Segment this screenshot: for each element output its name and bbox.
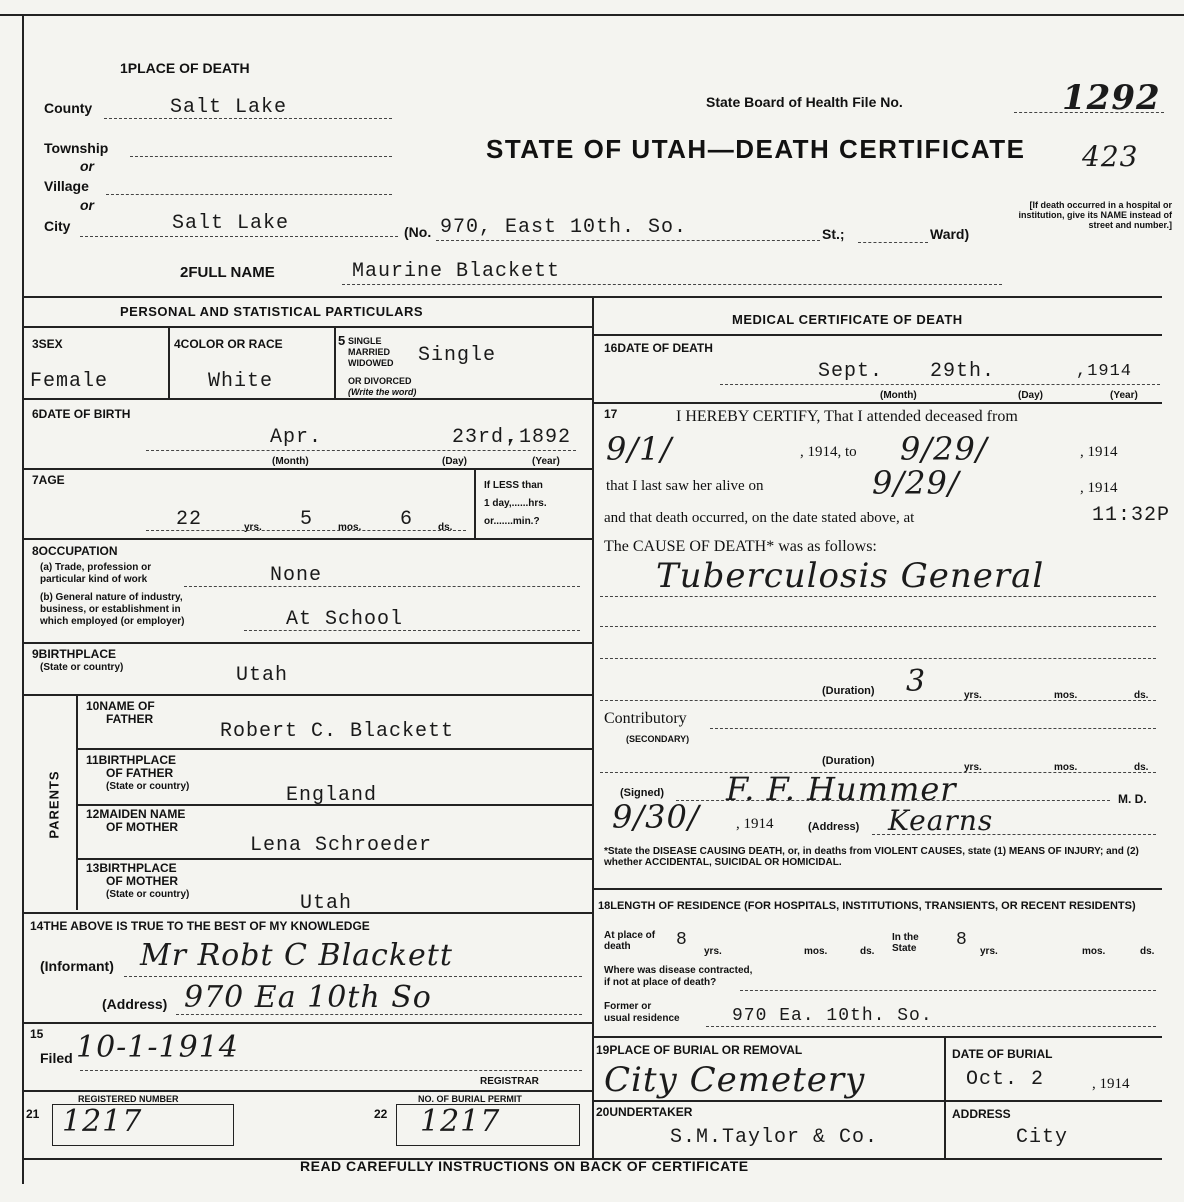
village-line (106, 194, 392, 195)
age-mos-label: mos. (338, 522, 362, 533)
city-value: Salt Lake (172, 212, 290, 235)
burial-label: 19PLACE OF BURIAL OR REMOVAL (596, 1043, 803, 1057)
duration-value: 3 (906, 664, 927, 699)
dod-label: 16DATE OF DEATH (604, 341, 713, 355)
date-burial-value: Oct. 2 (966, 1068, 1045, 1091)
to-year: , 1914 (1080, 444, 1118, 460)
above-true-label: 14THE ABOVE IS TRUE TO THE BEST OF MY KNOWLEDGE (30, 919, 370, 933)
in-state-mos: mos. (1082, 946, 1106, 957)
personal-header-rule (22, 326, 592, 328)
sex-value: Female (30, 370, 109, 393)
marital-opt-single: SINGLE (348, 336, 382, 346)
row-13-rule (22, 912, 592, 914)
ward-label: Ward) (930, 226, 970, 242)
father-bp-value: England (286, 784, 378, 807)
to-date: 9/29/ (900, 430, 988, 468)
duration2-yrs: yrs. (964, 762, 982, 773)
or-2: or (80, 197, 94, 213)
occ-a-line (184, 586, 580, 587)
file-extra: 423 (1082, 140, 1139, 173)
duration-label: (Duration) (822, 685, 875, 697)
marital-opt-divorced: OR DIVORCED (348, 376, 412, 386)
row-15-rule (22, 1090, 592, 1092)
certificate-title: STATE OF UTAH—DEATH CERTIFICATE (486, 134, 1026, 164)
row-10-rule (76, 748, 592, 750)
dob-day-cap: (Day) (442, 456, 468, 467)
filed-label: Filed (40, 1050, 73, 1066)
full-name-value: Maurine Blackett (352, 260, 561, 283)
at-place-yrs: yrs. (704, 946, 722, 957)
dob-month: Apr. (270, 426, 323, 449)
certify-text: I HEREBY CERTIFY, That I attended deceased from (676, 408, 1018, 425)
marital-num: 5 (338, 333, 346, 348)
occ-b-2: business, or establishment in (40, 604, 181, 615)
undertaker-label: 20UNDERTAKER (596, 1105, 693, 1119)
township-label: Township (44, 140, 109, 156)
duration2-label: (Duration) (822, 755, 875, 767)
dob-year: ,1892 (506, 426, 572, 449)
age-divider (474, 468, 476, 538)
cause-line-3 (600, 658, 1156, 659)
row-8-rule (22, 642, 592, 644)
death-occurred-text: and that death occurred, on the date stated above, at (604, 510, 915, 526)
color-marital-divider (334, 326, 336, 398)
dod-year: ,1914 (1076, 362, 1133, 381)
informant-label: (Informant) (40, 958, 114, 974)
marital-value: Single (418, 344, 497, 367)
hospital-note: [If death occurred in a hospital or institution, give its NAME instead of street and number.] (1018, 200, 1172, 230)
row-9-rule (22, 694, 592, 696)
permit-label: NO. OF BURIAL PERMIT (418, 1094, 522, 1104)
age-months: 5 (300, 508, 314, 531)
duration-line (600, 700, 1156, 701)
dod-line (720, 384, 1160, 385)
num-21: 21 (26, 1107, 40, 1121)
former-value: 970 Ea. 10th. So. (732, 1006, 933, 1026)
dod-month: Sept. (818, 360, 884, 383)
date-burial-label: DATE OF BURIAL (952, 1047, 1053, 1061)
row-3-rule (22, 398, 592, 400)
informant-value: Mr Robt C Blackett (140, 938, 453, 973)
street-line (436, 240, 820, 241)
father-bp-1: 11BIRTHPLACE (86, 753, 177, 767)
less-than-2: 1 day,......hrs. (484, 498, 547, 509)
full-name-label: 2FULL NAME (180, 264, 275, 281)
or-1: or (80, 158, 94, 174)
occ-b-value: At School (286, 608, 404, 631)
residence-label: 18LENGTH OF RESIDENCE (FOR HOSPITALS, INSTITUTIONS, TRANSIENTS, OR RECENT RESIDENTS) (598, 900, 1136, 912)
age-ds-label: ds. (438, 522, 453, 533)
marital-opt-widowed: WIDOWED (348, 358, 394, 368)
street-no-label: (No. (404, 224, 432, 240)
duration2-ds: ds. (1134, 762, 1149, 773)
parents-divider (76, 694, 78, 910)
mother-value: Lena Schroeder (250, 834, 433, 857)
contracted-line (740, 990, 1156, 991)
last-saw-year: , 1914 (1080, 480, 1118, 496)
num-22: 22 (374, 1107, 388, 1121)
signed-address-label: (Address) (808, 821, 860, 833)
full-name-line (342, 284, 1002, 285)
dob-month-cap: (Month) (272, 456, 309, 467)
row-14-rule (22, 1022, 592, 1024)
cause-value: Tuberculosis General (656, 556, 1045, 596)
birthplace-label: 9BIRTHPLACE (32, 647, 117, 661)
contracted-1: Where was disease contracted, (604, 965, 753, 976)
occ-a-2: particular kind of work (40, 574, 148, 585)
contributory-label: Contributory (604, 710, 687, 727)
row-19-rule (592, 1100, 1162, 1102)
permit-value: 1217 (420, 1104, 501, 1139)
in-state-value: 8 (956, 930, 968, 950)
dod-month-cap: (Month) (880, 390, 917, 401)
occupation-label: 8OCCUPATION (32, 544, 118, 558)
mother-label-1: 12MAIDEN NAME (86, 807, 186, 821)
dod-day-cap: (Day) (1018, 390, 1044, 401)
in-state-yrs: yrs. (980, 946, 998, 957)
personal-header: PERSONAL AND STATISTICAL PARTICULARS (120, 304, 424, 319)
md-label: M. D. (1118, 792, 1147, 806)
ut-address-label: ADDRESS (952, 1107, 1011, 1121)
former-2: usual residence (604, 1013, 680, 1024)
mother-bp-value: Utah (300, 892, 353, 915)
reg-num-value: 1217 (62, 1104, 143, 1139)
cause-footnote: *State the DISEASE CAUSING DEATH, or, in deaths from VIOLENT CAUSES, state (1) MEANS OF INJURY; and (2) whether ACCIDENTAL, SUICIDAL OR HOMICIDAL. (604, 846, 1139, 868)
filed-line (80, 1070, 582, 1071)
filed-value: 10-1-1914 (76, 1030, 239, 1065)
st-label: St.; (822, 226, 845, 242)
num-17: 17 (604, 407, 618, 421)
row-17-rule (592, 888, 1162, 890)
last-saw-text: that I last saw her alive on (606, 478, 764, 494)
file-number: 1292 (1062, 78, 1161, 118)
file-number-label: State Board of Health File No. (706, 94, 903, 110)
contracted-2: if not at place of death? (604, 977, 717, 988)
sex-label: 3SEX (32, 337, 63, 351)
row-18-rule (592, 1036, 1162, 1038)
row-12-rule (76, 858, 592, 860)
burial-value: City Cemetery (604, 1060, 866, 1100)
signed-date: 9/30/ (612, 798, 700, 836)
color-value: White (208, 370, 274, 393)
footer-instructions: READ CAREFULLY INSTRUCTIONS ON BACK OF CERTIFICATE (300, 1158, 749, 1174)
informant-line (124, 976, 582, 977)
county-value: Salt Lake (170, 96, 288, 119)
num-15: 15 (30, 1027, 44, 1041)
top-border (0, 14, 1184, 16)
signed-label: (Signed) (620, 787, 664, 799)
at-place-ds: ds. (860, 946, 875, 957)
time-value: 11:32P (1092, 504, 1171, 527)
former-line (706, 1026, 1156, 1027)
marital-opt-married: MARRIED (348, 347, 390, 357)
cause-label: The CAUSE OF DEATH* was as follows: (604, 538, 877, 555)
signed-address-line (872, 834, 1156, 835)
date-burial-year: , 1914 (1092, 1076, 1130, 1092)
in-state-ds: ds. (1140, 946, 1155, 957)
undertaker-value: S.M.Taylor & Co. (670, 1126, 879, 1149)
from-date: 9/1/ (606, 430, 673, 468)
less-than-3: or.......min.? (484, 516, 540, 527)
city-line (80, 236, 398, 237)
last-saw-date: 9/29/ (872, 464, 960, 502)
signed-year: , 1914 (736, 816, 774, 832)
from-year: , 1914, to (800, 444, 857, 460)
dob-label: 6DATE OF BIRTH (32, 407, 131, 421)
father-label-1: 10NAME OF (86, 699, 155, 713)
mother-bp-1: 13BIRTHPLACE (86, 861, 177, 875)
occ-a-1: (a) Trade, profession or (40, 562, 152, 573)
ward-line (858, 242, 928, 243)
age-label: 7AGE (32, 473, 65, 487)
place-of-death-label: 1PLACE OF DEATH (120, 60, 250, 76)
duration2-mos: mos. (1054, 762, 1078, 773)
birthplace-sub: (State or country) (40, 662, 124, 673)
center-divider (592, 296, 594, 1158)
village-label: Village (44, 178, 89, 194)
mother-bp-2: OF MOTHER (106, 874, 178, 888)
township-line (130, 156, 392, 157)
signed-line (676, 800, 1110, 801)
father-bp-3: (State or country) (106, 781, 190, 792)
dob-line (146, 450, 576, 451)
cause-line-2 (600, 626, 1156, 627)
marital-note: (Write the word) (348, 387, 417, 397)
registrar-label: REGISTRAR (480, 1076, 539, 1087)
cause-line-1 (600, 596, 1156, 597)
age-yrs-label: yrs. (244, 522, 262, 533)
age-days: 6 (400, 508, 414, 531)
ut-address-value: City (1016, 1126, 1069, 1149)
occ-a-value: None (270, 564, 323, 587)
row-7-rule (22, 538, 592, 540)
address-label: (Address) (102, 996, 168, 1012)
birthplace-value: Utah (236, 664, 289, 687)
in-state-label: In the State (892, 932, 919, 954)
signed-address-value: Kearns (888, 804, 994, 837)
row-16-rule (592, 402, 1162, 404)
signed-value: F. F. Hummer (726, 770, 957, 808)
row-6-rule (22, 468, 592, 470)
sex-color-divider (168, 326, 170, 398)
city-label: City (44, 218, 71, 234)
contributory-line (710, 728, 1156, 729)
former-1: Former or (604, 1001, 652, 1012)
county-label: County (44, 100, 93, 116)
secondary-label: (SECONDARY) (626, 734, 690, 744)
father-label-2: FATHER (106, 712, 154, 726)
address-value: 970 Ea 10th So (184, 980, 432, 1015)
father-bp-2: OF FATHER (106, 766, 174, 780)
at-place-mos: mos. (804, 946, 828, 957)
at-place-label: At place of death (604, 930, 656, 952)
parents-label: PARENTS (46, 770, 62, 839)
dod-year-cap: (Year) (1110, 390, 1138, 401)
duration-ds: ds. (1134, 690, 1149, 701)
burial-divider (944, 1036, 946, 1158)
duration-yrs: yrs. (964, 690, 982, 701)
less-than-1: If LESS than (484, 480, 543, 491)
left-border (22, 14, 24, 1184)
dob-year-cap: (Year) (532, 456, 560, 467)
at-place-value: 8 (676, 930, 688, 950)
mother-label-2: OF MOTHER (106, 820, 178, 834)
father-value: Robert C. Blackett (220, 720, 455, 743)
street-value: 970, East 10th. So. (440, 216, 688, 239)
occ-b-1: (b) General nature of industry, (40, 592, 183, 603)
duration-mos: mos. (1054, 690, 1078, 701)
medical-header: MEDICAL CERTIFICATE OF DEATH (732, 312, 963, 327)
row-11-rule (76, 804, 592, 806)
age-years: 22 (176, 508, 203, 531)
dob-day: 23rd. (452, 426, 518, 449)
color-label: 4COLOR OR RACE (174, 337, 283, 351)
mother-bp-3: (State or country) (106, 889, 190, 900)
dod-day: 29th. (930, 360, 996, 383)
occ-b-3: which employed (or employer) (40, 616, 185, 627)
medical-header-rule (592, 334, 1162, 336)
reg-num-label: REGISTERED NUMBER (78, 1094, 179, 1104)
